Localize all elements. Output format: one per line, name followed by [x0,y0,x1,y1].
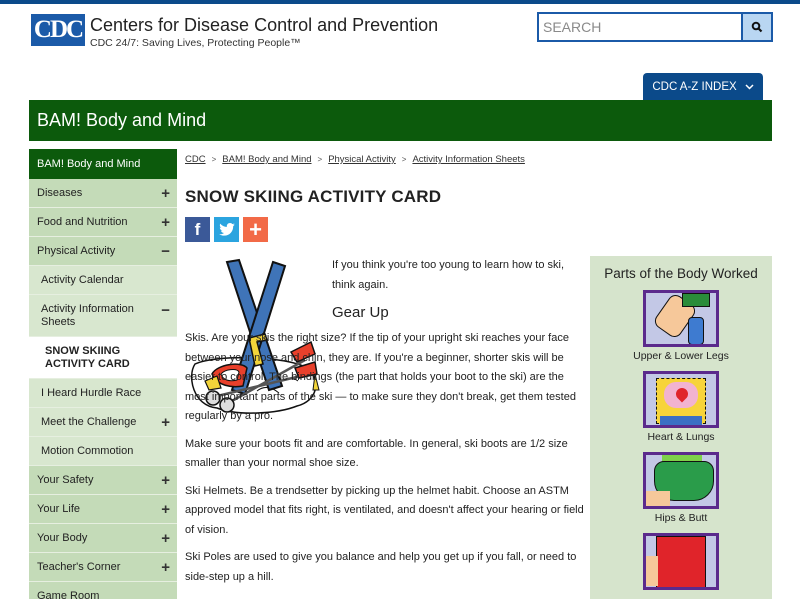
panel-title: Parts of the Body Worked [604,266,758,281]
sidebar-item-snow-skiing-current[interactable] [29,337,177,379]
sidebar-item-label: Teacher's Corner [37,561,121,573]
sidebar-nav [29,149,177,599]
paragraph-boots: Make sure your boots fit and are comfortable. In general, ski boots are 1/2 size smaller than your normal shoe size. [185,437,568,469]
breadcrumb [185,154,525,165]
breadcrumb-bam[interactable]: BAM! Body and Mind [222,154,312,165]
body-part-label: Heart & Lungs [647,431,715,443]
paragraph-poles: Ski Poles are used to give you balance and help you get up if you fall, or need to side-step up a hill. [185,551,577,583]
paragraph-skis-text: Skis. Are your skis the right size? If the tip of your upright ski reaches your face between your nose and chin, they are. If you're a beginner, shorter skis will be easier to control. The bindings (the part that holds your boot to the ski) are the most important parts of the ski — to make sure they don't break, get them tested regularly by a pro. [185,332,576,422]
sidebar-item-food-nutrition[interactable] [29,208,177,237]
sidebar-item-your-body[interactable] [29,524,177,553]
site-tagline: CDC 24/7: Saving Lives, Protecting People™ [90,37,301,49]
az-index-button[interactable] [643,73,763,100]
cdc-logo[interactable] [31,14,438,50]
sidebar-item-your-safety[interactable] [29,466,177,495]
arms-illustration [643,533,719,590]
collapse-icon[interactable]: − [161,242,170,260]
body-part-arms [590,533,772,590]
sidebar-item-label: BAM! Body and Mind [37,158,141,170]
sidebar-item-game-room[interactable] [29,582,177,599]
search-input[interactable] [539,14,741,40]
sidebar-item-diseases[interactable] [29,179,177,208]
breadcrumb-activity-info-sheets[interactable]: Activity Information Sheets [412,154,525,165]
breadcrumb-cdc[interactable]: CDC [185,154,206,165]
collapse-icon[interactable]: − [161,302,170,319]
more-share-button[interactable] [243,217,268,242]
legs-illustration [643,290,719,347]
paragraph-skis [185,329,585,427]
page-title: SNOW SKIING ACTIVITY CARD [185,187,442,206]
body-part-heart-lungs [590,371,772,443]
az-index-label: CDC A-Z INDEX [652,80,737,93]
site-title: Centers for Disease Control and Prevention [90,15,439,35]
breadcrumb-separator: > [401,155,407,164]
intro-paragraph: If you think you're too young to learn how to ski, think again. [332,259,565,291]
sidebar-item-label: Motion Commotion [41,445,134,457]
social-share-bar [185,217,268,242]
expand-icon[interactable]: + [161,413,170,431]
sidebar-item-motion-commotion[interactable] [29,437,177,466]
sidebar-item-label: Your Life [37,503,81,515]
paragraph-helmets: Ski Helmets. Be a trendsetter by picking up the helmet habit. Choose an ASTM approved model that fits right, is ventilated, and doesn't affect your hearing or field of vision. [185,484,584,536]
sidebar-item-label: SNOW SKIING ACTIVITY CARD [45,344,130,370]
plus-icon: + [249,216,262,242]
sidebar-item-label: Activity Calendar [41,274,124,286]
expand-icon[interactable]: + [161,558,170,576]
search-icon [751,21,763,33]
expand-icon[interactable]: + [161,529,170,547]
body-part-hips-butt [590,452,772,524]
heart-lungs-illustration [643,371,719,428]
section-heading-gear-up: Gear Up [332,304,389,321]
expand-icon[interactable]: + [161,213,170,231]
sidebar-item-label: Meet the Challenge [41,416,137,428]
hips-butt-illustration [643,452,719,509]
twitter-share-button[interactable] [214,217,239,242]
expand-icon[interactable]: + [161,184,170,202]
expand-icon[interactable]: + [161,471,170,489]
body-parts-panel [590,256,772,599]
body-part-label: Upper & Lower Legs [633,350,729,362]
sidebar-item-label: Your Body [37,532,88,544]
search-box [537,12,773,42]
breadcrumb-separator: > [211,155,217,164]
sidebar-item-label: Food and Nutrition [37,216,128,228]
twitter-icon [219,223,235,236]
top-bar [0,0,800,4]
sidebar-item-your-life[interactable] [29,495,177,524]
article-content [185,256,585,595]
breadcrumb-separator: > [317,155,323,164]
sidebar-item-bam-home[interactable] [29,149,177,179]
body-part-legs [590,290,772,362]
facebook-icon: f [194,219,201,239]
expand-icon[interactable]: + [161,500,170,518]
search-button[interactable] [741,14,771,40]
sidebar-item-hurdle-race[interactable] [29,379,177,408]
banner-title[interactable]: BAM! Body and Mind [37,110,207,130]
breadcrumb-physical-activity[interactable]: Physical Activity [328,154,396,165]
sidebar-item-label: Game Room [37,590,100,599]
sidebar-item-label: Diseases [37,187,83,199]
sidebar-item-teachers-corner[interactable] [29,553,177,582]
sidebar-item-activity-info-sheets[interactable] [29,295,177,337]
sidebar-item-label: Physical Activity [37,245,116,257]
sidebar-item-label: Your Safety [37,474,94,486]
site-banner [29,100,772,141]
sidebar-item-label: Activity Information Sheets [41,303,134,328]
sidebar-item-activity-calendar[interactable] [29,266,177,295]
body-part-label: Hips & Butt [654,512,708,524]
facebook-share-button[interactable] [185,217,210,242]
cdc-logo-mark: CDC [31,14,86,46]
chevron-down-icon [745,84,754,90]
sidebar-item-physical-activity[interactable] [29,237,177,266]
sidebar-item-meet-the-challenge[interactable] [29,408,177,437]
sidebar-item-label: I Heard Hurdle Race [41,387,142,399]
